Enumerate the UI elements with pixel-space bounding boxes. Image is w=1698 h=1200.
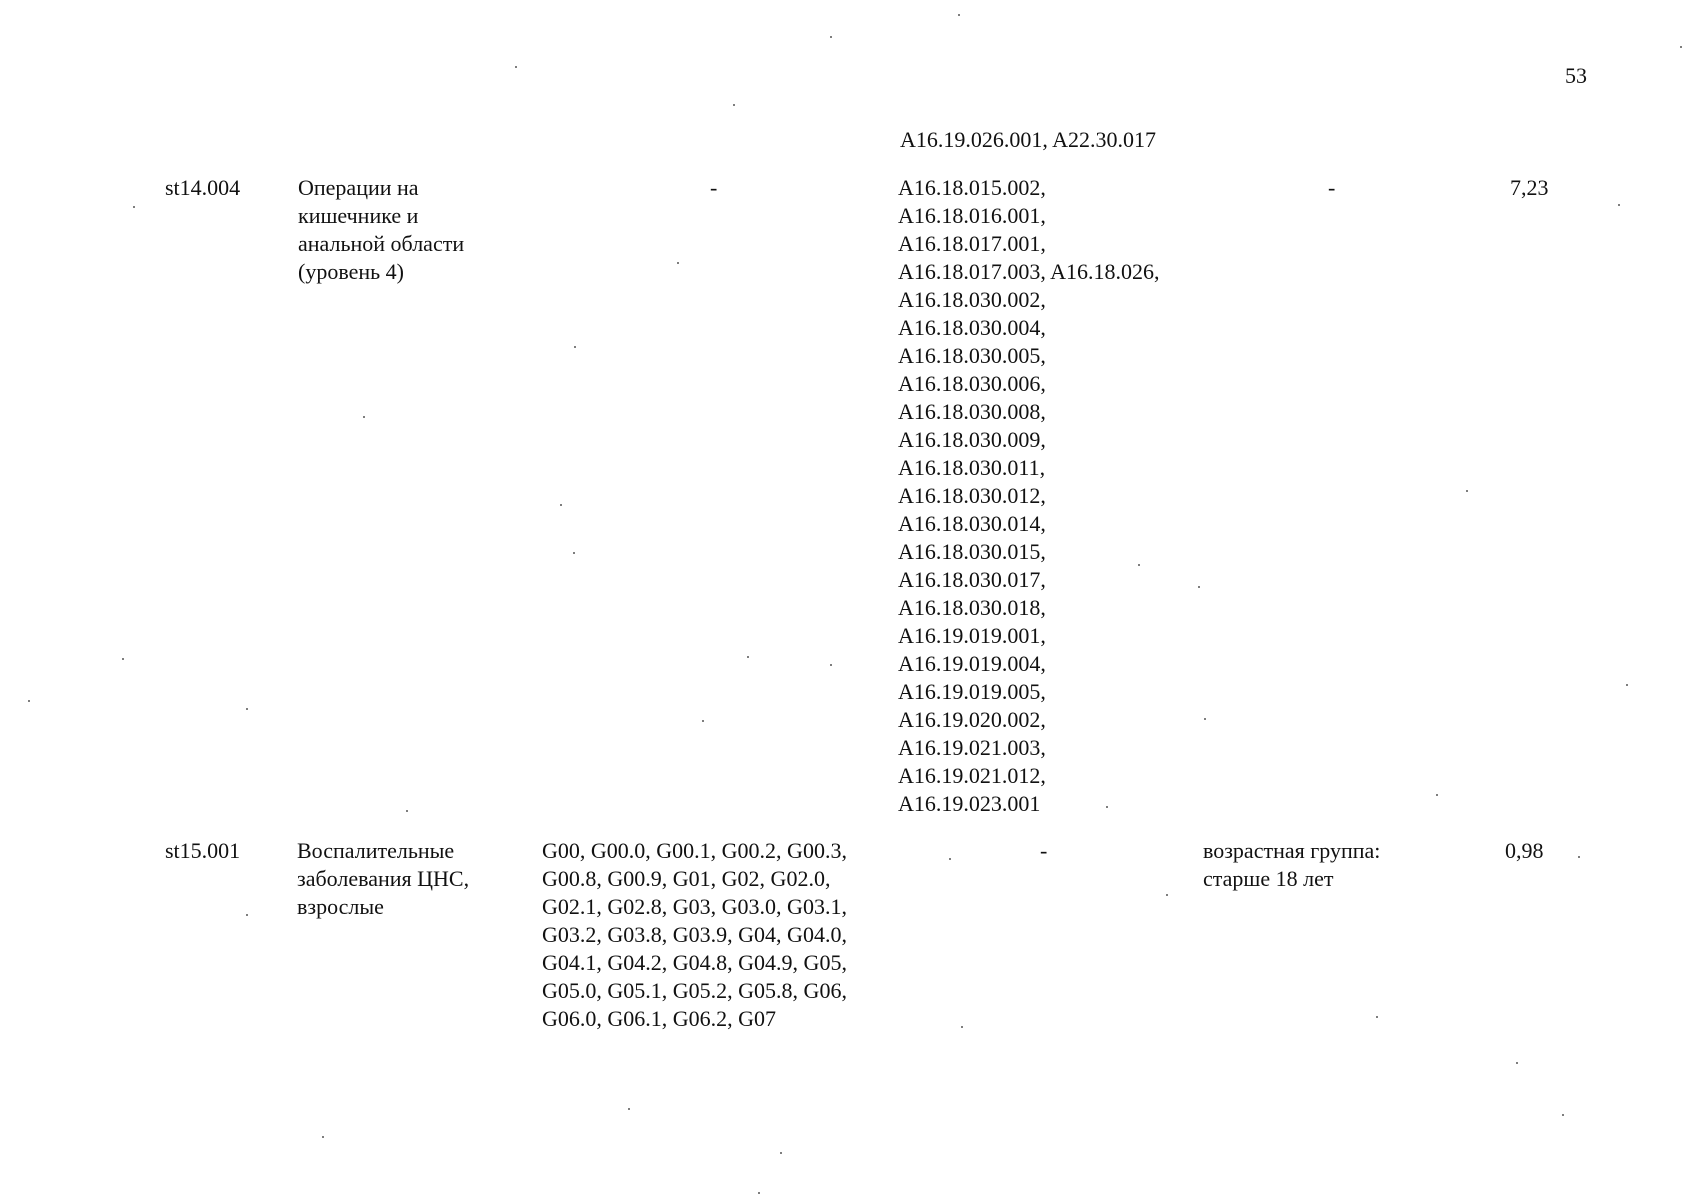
scan-speck [628, 1108, 630, 1110]
service-code-line: A16.18.017.003, A16.18.026, [898, 259, 1160, 284]
service-code-line: A16.18.030.009, [898, 427, 1046, 452]
scan-speck [702, 720, 704, 722]
service-codes [898, 174, 1228, 818]
group-name-line: заболевания ЦНС, [297, 866, 470, 891]
service-code-line: A16.18.030.015, [898, 539, 1046, 564]
service-code-line: A16.18.030.004, [898, 315, 1046, 340]
scan-speck [758, 1192, 760, 1194]
diagnosis-codes [542, 837, 902, 1033]
scan-speck [1138, 564, 1140, 566]
scan-speck [246, 708, 248, 710]
diagnosis-codes: - [710, 175, 718, 200]
scan-speck [133, 206, 135, 208]
scan-speck [1166, 894, 1168, 896]
scan-speck [1376, 1016, 1378, 1018]
scan-speck [1466, 490, 1468, 492]
group-code: st14.004 [165, 175, 241, 200]
scan-speck [322, 1136, 324, 1138]
criteria-line: возрастная группа: [1203, 838, 1381, 863]
scan-speck [1578, 856, 1580, 858]
service-code-line: A16.18.030.014, [898, 511, 1046, 536]
group-name-line: анальной области [298, 231, 465, 256]
continued-services-line: A16.19.026.001, A22.30.017 [900, 127, 1157, 152]
group-name-line: взрослые [297, 894, 384, 919]
group-name-line: кишечнике и [298, 203, 419, 228]
scan-speck [949, 858, 951, 860]
scan-speck [560, 504, 562, 506]
scan-speck [747, 656, 749, 658]
service-code-line: A16.19.021.012, [898, 763, 1046, 788]
service-code-line: A16.18.030.002, [898, 287, 1046, 312]
group-name-line: Воспалительные [297, 838, 455, 863]
scan-speck [1516, 1062, 1518, 1064]
group-name [297, 837, 517, 921]
group-code: st15.001 [165, 838, 241, 863]
service-code-line: A16.19.023.001 [898, 791, 1041, 816]
service-codes: - [1040, 838, 1048, 863]
scan-speck [122, 658, 124, 660]
scan-speck [961, 1026, 963, 1028]
service-code-line: A16.18.030.011, [898, 455, 1046, 480]
page-number: 53 [1565, 63, 1587, 88]
scan-speck [246, 914, 248, 916]
diagnosis-code-line: G04.1, G04.2, G04.8, G04.9, G05, [542, 950, 847, 975]
scan-speck [574, 346, 576, 348]
service-code-line: A16.19.020.002, [898, 707, 1046, 732]
service-code-line: A16.18.030.017, [898, 567, 1046, 592]
scan-speck [780, 1152, 782, 1154]
scan-speck [733, 104, 735, 106]
service-code-line: A16.19.019.004, [898, 651, 1046, 676]
scan-speck [515, 66, 517, 68]
service-code-line: A16.19.021.003, [898, 735, 1046, 760]
cost-coefficient: 0,98 [1505, 838, 1544, 863]
scan-speck [1106, 806, 1108, 808]
diagnosis-code-line: G06.0, G06.1, G06.2, G07 [542, 1006, 777, 1031]
scan-speck [1204, 718, 1206, 720]
service-code-line: A16.18.030.012, [898, 483, 1046, 508]
diagnosis-code-line: G03.2, G03.8, G03.9, G04, G04.0, [542, 922, 847, 947]
diagnosis-code-line: G05.0, G05.1, G05.2, G05.8, G06, [542, 978, 847, 1003]
diagnosis-code-line: G00, G00.0, G00.1, G00.2, G00.3, [542, 838, 847, 863]
additional-criteria: - [1328, 175, 1336, 200]
scan-speck [363, 416, 365, 418]
service-code-line: A16.18.030.005, [898, 343, 1046, 368]
service-code-line: A16.18.030.018, [898, 595, 1046, 620]
service-code-line: A16.18.015.002, [898, 175, 1046, 200]
group-name-line: (уровень 4) [298, 259, 404, 284]
service-code-line: A16.18.016.001, [898, 203, 1046, 228]
scan-speck [1680, 46, 1682, 48]
cost-coefficient: 7,23 [1510, 175, 1549, 200]
diagnosis-code-line: G02.1, G02.8, G03, G03.0, G03.1, [542, 894, 847, 919]
scan-speck [406, 810, 408, 812]
group-name [298, 174, 518, 286]
scan-speck [573, 552, 575, 554]
scan-speck [1618, 204, 1620, 206]
scan-speck [1562, 1114, 1564, 1116]
scan-speck [1436, 794, 1438, 796]
scan-speck [830, 664, 832, 666]
service-code-line: A16.18.017.001, [898, 231, 1046, 256]
diagnosis-code-line: G00.8, G00.9, G01, G02, G02.0, [542, 866, 831, 891]
service-code-line: A16.18.030.006, [898, 371, 1046, 396]
additional-criteria [1203, 837, 1463, 893]
scan-speck [830, 36, 832, 38]
scan-speck [1198, 586, 1200, 588]
service-code-line: A16.18.030.008, [898, 399, 1046, 424]
service-code-line: A16.19.019.005, [898, 679, 1046, 704]
scan-speck [28, 700, 30, 702]
criteria-line: старше 18 лет [1203, 866, 1334, 891]
service-code-line: A16.19.019.001, [898, 623, 1046, 648]
scan-speck [677, 262, 679, 264]
group-name-line: Операции на [298, 175, 419, 200]
scan-speck [958, 14, 960, 16]
scan-speck [1626, 684, 1628, 686]
